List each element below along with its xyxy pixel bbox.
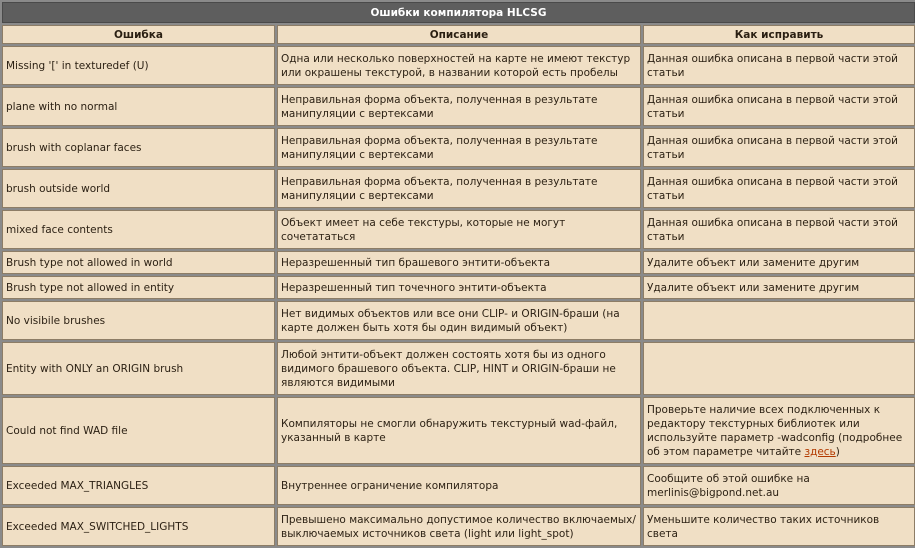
description-cell (277, 210, 641, 249)
table-header-row (2, 25, 915, 44)
error-cell-text: Missing '[' in texturedef (U) (6, 59, 149, 72)
error-cell-text: mixed face contents (6, 223, 113, 236)
description-cell (277, 342, 641, 395)
table-row (2, 169, 915, 208)
column-header-error: Ошибка (2, 25, 275, 44)
table-row (2, 210, 915, 249)
description-cell-text: Неправильная форма объекта, полученная в результате манипуляции с вертексами (281, 134, 598, 161)
error-cell-text: Brush type not allowed in entity (6, 281, 175, 294)
table-body (2, 46, 915, 546)
description-cell-text: Неправильная форма объекта, полученная в результате манипуляции с вертексами (281, 93, 598, 120)
error-cell-text: Brush type not allowed in world (6, 256, 173, 269)
description-cell (277, 507, 641, 546)
fix-cell (643, 87, 915, 126)
description-cell (277, 46, 641, 85)
fix-cell-tail: ) (835, 445, 840, 458)
error-cell (2, 251, 275, 274)
fix-cell (643, 169, 915, 208)
fix-cell-text: Сообщите об этой ошибке на merlinis@bigpond.net.au (647, 472, 810, 499)
error-cell-text: Exceeded MAX_TRIANGLES (6, 479, 149, 492)
description-cell (277, 301, 641, 340)
description-cell (277, 128, 641, 167)
description-cell-text: Одна или несколько поверхностей на карте не имеют текстур или окрашены текстурой, в названии которой есть пробелы (281, 52, 631, 79)
fix-cell-text: Проверьте наличие всех подключенных к редактору текстурных библиотек или используйте параметр -wadconfig (подробнее об этом параметре читайте (647, 403, 903, 458)
table-title: Ошибки компилятора HLCSG (2, 2, 915, 23)
column-header-description: Описание (277, 25, 641, 44)
table-row (2, 128, 915, 167)
error-cell-text: Could not find WAD file (6, 424, 128, 437)
wadconfig-details-link[interactable]: здесь (804, 445, 836, 458)
description-cell (277, 397, 641, 464)
description-cell-text: Объект имеет на себе текстуры, которые не могут сочетататься (281, 216, 566, 243)
error-cell (2, 46, 275, 85)
description-cell-text: Превышено максимально допустимое количество включаемых/выключаемых источников света (light или light_spot) (281, 513, 636, 540)
fix-cell (643, 210, 915, 249)
column-header-fix: Как исправить (643, 25, 915, 44)
table-row (2, 46, 915, 85)
fix-cell-text: Данная ошибка описана в первой части этой статьи (647, 134, 898, 161)
error-cell (2, 210, 275, 249)
table-row (2, 301, 915, 340)
error-cell-text: No visibile brushes (6, 314, 106, 327)
table-row (2, 397, 915, 464)
error-cell (2, 169, 275, 208)
error-cell-text: plane with no normal (6, 100, 118, 113)
error-cell-text: brush outside world (6, 182, 111, 195)
fix-cell-text: Данная ошибка описана в первой части этой статьи (647, 93, 898, 120)
description-cell (277, 169, 641, 208)
fix-cell (643, 342, 915, 395)
fix-cell (643, 301, 915, 340)
error-cell (2, 128, 275, 167)
fix-cell (643, 276, 915, 299)
fix-cell (643, 128, 915, 167)
fix-cell (643, 251, 915, 274)
description-cell (277, 251, 641, 274)
description-cell-text: Неразрешенный тип точечного энтити-объекта (281, 281, 547, 294)
fix-cell (643, 466, 915, 505)
table-row (2, 466, 915, 505)
fix-cell (643, 397, 915, 464)
fix-cell (643, 507, 915, 546)
error-cell-text: Entity with ONLY an ORIGIN brush (6, 362, 184, 375)
description-cell-text: Неразрешенный тип брашевого энтити-объекта (281, 256, 551, 269)
table-row (2, 342, 915, 395)
description-cell (277, 276, 641, 299)
description-cell (277, 466, 641, 505)
fix-cell-text: Удалите объект или замените другим (647, 256, 860, 269)
error-cell (2, 466, 275, 505)
error-cell-text: brush with coplanar faces (6, 141, 142, 154)
error-cell (2, 507, 275, 546)
table-row (2, 87, 915, 126)
fix-cell (643, 46, 915, 85)
description-cell-text: Компиляторы не смогли обнаружить текстурный wad-файл, указанный в карте (281, 417, 618, 444)
description-cell (277, 87, 641, 126)
fix-cell-text: Данная ошибка описана в первой части этой статьи (647, 175, 898, 202)
description-cell-text: Любой энтити-объект должен состоять хотя бы из одного видимого брашевого объекта. CLIP, HINT и ORIGIN-браши не являются видимыми (281, 348, 616, 389)
description-cell-text: Внутреннее ограничение компилятора (281, 479, 499, 492)
error-cell (2, 301, 275, 340)
table-title-row (2, 2, 915, 23)
table-row (2, 507, 915, 546)
fix-cell-text: Данная ошибка описана в первой части этой статьи (647, 52, 898, 79)
fix-cell-text: Уменьшите количество таких источников света (647, 513, 880, 540)
table-row (2, 251, 915, 274)
description-cell-text: Неправильная форма объекта, полученная в результате манипуляции с вертексами (281, 175, 598, 202)
error-cell (2, 397, 275, 464)
error-cell-text: Exceeded MAX_SWITCHED_LIGHTS (6, 520, 189, 533)
fix-cell-text: Удалите объект или замените другим (647, 281, 860, 294)
error-cell (2, 342, 275, 395)
fix-cell-text: Данная ошибка описана в первой части этой статьи (647, 216, 898, 243)
error-cell (2, 87, 275, 126)
table-row (2, 276, 915, 299)
description-cell-text: Нет видимых объектов или все они CLIP- и ORIGIN-браши (на карте должен быть хотя бы один видимый объект) (281, 307, 620, 334)
error-cell (2, 276, 275, 299)
